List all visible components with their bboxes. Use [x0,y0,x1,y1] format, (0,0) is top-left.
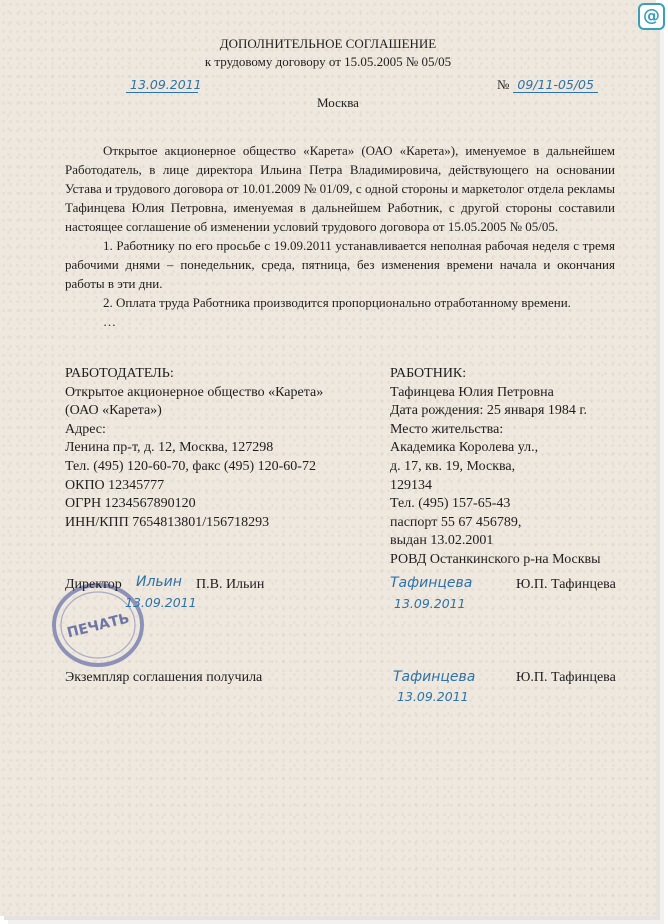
employer-heading: РАБОТОДАТЕЛЬ: [65,366,174,381]
document-title: ДОПОЛНИТЕЛЬНОЕ СОГЛАШЕНИЕ [219,36,437,51]
date-handwritten: 13.09.2011 [126,77,198,93]
at-sign-logo-icon: @ [638,3,665,30]
receipt-date: 13.09.2011 [397,689,469,704]
employee-line: Место жительства: [390,421,504,437]
employee-line: РОВД Останкинского р-на Москвы [390,551,601,567]
employee-line: Дата рождения: 25 января 1984 г. [390,403,588,419]
employee-line: д. 17, кв. 19, Москва, [390,458,516,474]
point-2: 2. Оплата труда Работника производится пропорционально отработанному времени. [103,295,571,310]
document-number [497,76,598,94]
director-name: П.В. Ильин [196,577,265,592]
employer-line: (ОАО «Карета») [65,403,162,419]
employee-line: паспорт 55 67 456789, [390,514,522,530]
receipt-signature: Тафинцева [393,669,476,685]
point-1: 1. Работнику по его просьбе с 19.09.2011 устанавливается неполная рабочая неделя с тремя рабочими днями – понедельник, среда, пятница, без изменения времени начала и окончания работы в эти дни. [65,238,615,291]
employer-line: ИНН/КПП 7654813801/156718293 [65,514,270,530]
number-label: № [497,77,510,92]
employer-line: Открытое акционерное общество «Карета» [65,384,324,400]
director-label: Директор [65,577,122,592]
employee-line: Тафинцева Юлия Петровна [390,384,554,400]
employee-signature: Тафинцева [390,575,473,591]
document-subtitle: к трудовому договору от 15.05.2005 № 05/05 [204,54,452,69]
director-signature: Ильин [136,574,182,590]
employer-line: ОКПО 12345777 [65,477,165,493]
employer-line: Ленина пр-т, д. 12, Москва, 127298 [65,440,274,456]
employee-sign-date: 13.09.2011 [394,596,466,611]
employee-heading: РАБОТНИК: [390,366,467,381]
employer-line: Тел. (495) 120-60-70, факс (495) 120-60-72 [65,458,316,474]
receipt-name: Ю.П. Тафинцева [516,670,616,685]
director-sign-date: 13.09.2011 [125,595,197,610]
document-date [126,76,202,94]
number-handwritten: 09/11-05/05 [513,77,598,93]
employee-line: Тел. (495) 157-65-43 [390,496,511,512]
employee-block [390,365,601,570]
intro-paragraph: Открытое акционерное общество «Карета» (ОАО «Карета»), именуемое в дальнейшем Работодатель, в лице директора Ильина Петра Владимировича, действующего на основании Устава и трудового договора от 10.01.2009 № 01/09, с одной стороны и маркетолог отдела рекламы Тафинцева Юлия Петровна, именуемая в дальнейшем Работник, с другой стороны составили настоящее соглашение об изменении условий трудового договора от 15.05.2005 № 05/05. [65,143,615,234]
city: Москва [317,95,359,110]
employer-block [65,365,323,532]
employee-line: 129134 [390,477,432,493]
receipt-label: Экземпляр соглашения получила [65,670,263,685]
employer-line: ОГРН 1234567890120 [65,496,196,512]
employer-line: Адрес: [65,421,106,437]
stamp-text: ПЕЧАТЬ [65,610,132,642]
employee-line: выдан 13.02.2001 [390,533,494,549]
employee-name: Ю.П. Тафинцева [516,577,616,592]
agreement-body [65,141,615,331]
ellipsis: … [103,314,116,329]
employee-line: Академика Королева ул., [390,440,539,456]
